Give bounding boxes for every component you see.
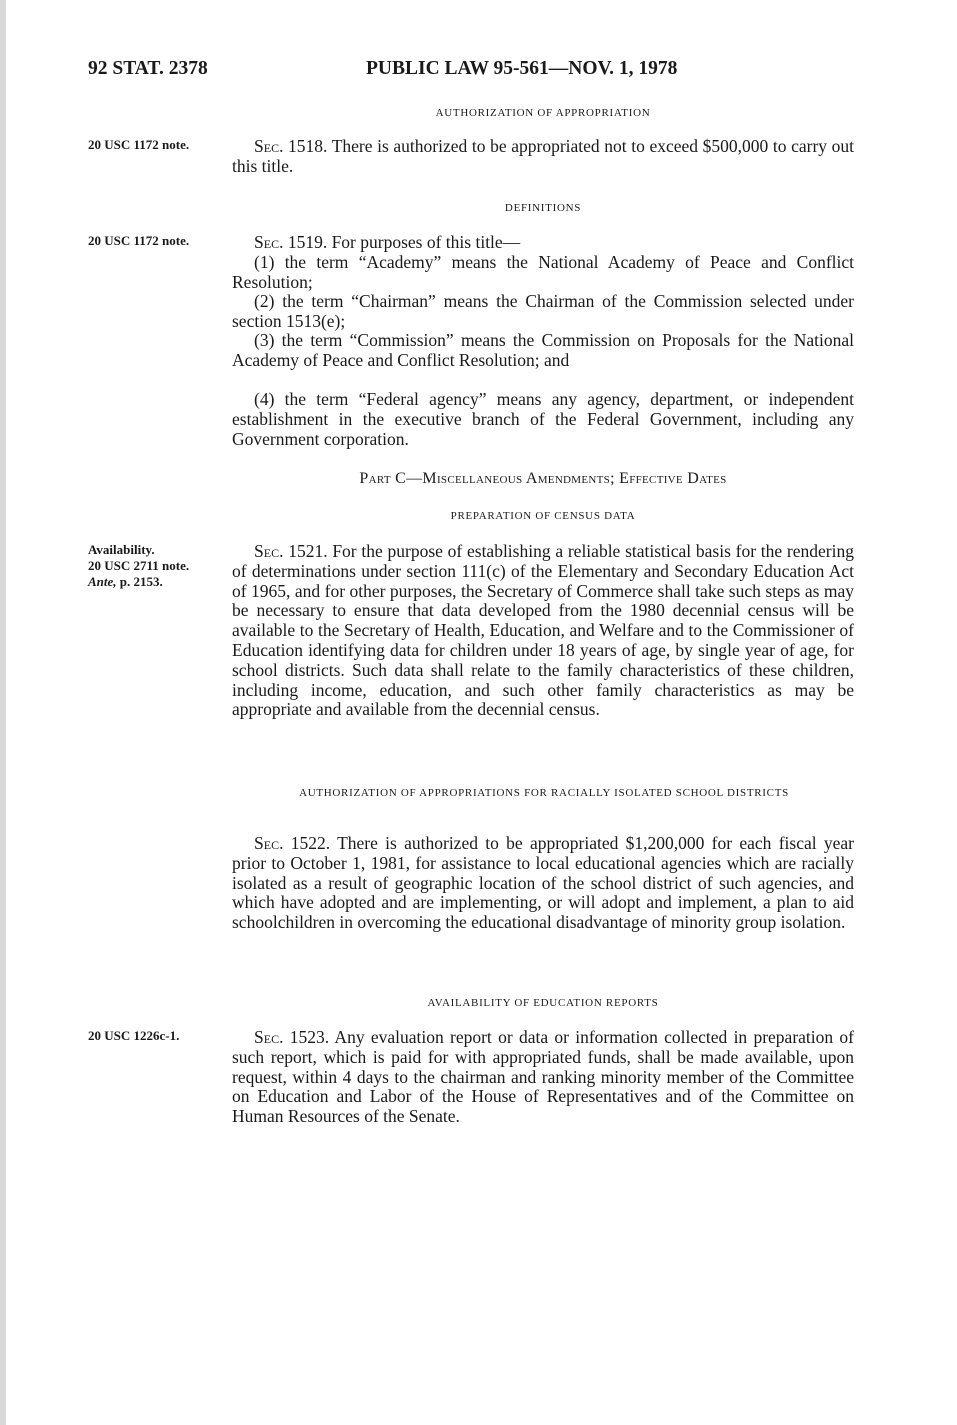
section-label: Sec. [254,136,284,156]
margin-note-line: 20 USC 2711 note. [88,558,190,573]
section-1519-text [232,233,854,253]
ante-reference: Ante, [88,574,117,589]
section-1519-heading: DEFINITIONS [504,202,582,214]
section-1518-margin-note: 20 USC 1172 note. [88,137,190,152]
section-label: Sec. [254,232,284,252]
section-1523-text [232,1028,854,1127]
running-head [88,58,868,84]
page-reference: p. 2153. [116,574,163,589]
definition-item: (1) the term “Academy” means the National Academy of Peace and Conflict Resolution; [232,252,854,292]
section-body: 1518. There is authorized to be appropriated not to exceed $500,000 to carry out this title. [232,136,854,176]
section-1523-heading: AVAILABILITY OF EDUCATION REPORTS [427,997,659,1009]
section-body: 1522. There is authorized to be appropriated $1,200,000 for each fiscal year prior to October 1, 1981, for assistance to local educational agencies which are racially isolated as a result of geographic location of the school district of such agencies, and which have adopted and are implementing, or will adopt and implement, a plan to aid schoolchildren in overcoming the educational disadvantage of minority group isolation. [232,833,854,933]
section-1519-margin-note: 20 USC 1172 note. [88,233,190,248]
section-1521-text [232,542,854,720]
section-1521-margin-note [88,542,223,590]
section-1521-heading: PREPARATION OF CENSUS DATA [450,510,636,522]
stat-reference: 92 STAT. 2378 [88,58,208,79]
part-c-heading: Part C—Miscellaneous Amendments; Effective Dates [359,470,727,487]
section-body: 1523. Any evaluation report or data or information collected in preparation of such report, which is paid for with appropriated funds, shall be made available, upon request, within 4 days to the chairman and ranking minority member of the Committee on Education and Labor of the House of Representatives and of the Committee on Human Resources of the Senate. [232,1027,854,1127]
section-1518-text [232,137,854,177]
section-label: Sec. [254,1027,284,1047]
section-label: Sec. [254,541,284,561]
section-body: 1521. For the purpose of establishing a reliable statistical basis for the rendering of determinations under section 111(c) of the Elementary and Secondary Education Act of 1965, and for other purposes, the Secretary of Commerce shall take such steps as may be necessary to ensure that data developed from the 1980 decennial census will be available to the Secretary of Health, Education, and Welfare and to the Commissioner of Education identifying data for children under 18 years of age, by single year of age, for school districts. Such data shall relate to the family characteristics of these children, including income, education, and such other family characteristics as may be appropriate and available from the decennial census. [232,541,854,720]
section-1518-heading: AUTHORIZATION OF APPROPRIATION [435,107,651,119]
page-edge [0,0,6,1425]
section-body: 1519. For purposes of this title— [283,232,521,252]
section-1523-margin-note: 20 USC 1226c-1. [88,1028,180,1043]
section-label: Sec. [254,833,284,853]
section-1522-text [232,834,854,933]
public-law-reference: PUBLIC LAW 95-561—NOV. 1, 1978 [366,58,678,79]
margin-note-line: Availability. [88,542,155,557]
section-1522-heading: AUTHORIZATION OF APPROPRIATIONS FOR RACIALLY ISOLATED SCHOOL DISTRICTS [299,787,789,799]
margin-note-line [88,574,223,590]
definition-item: (2) the term “Chairman” means the Chairman of the Commission selected under section 1513(e); [232,291,854,331]
definition-item: (4) the term “Federal agency” means any agency, department, or independent establishment in the executive branch of the Federal Government, including any Government corporation. [232,389,854,449]
definition-item: (3) the term “Commission” means the Commission on Proposals for the National Academy of Peace and Conflict Resolution; and [232,330,854,370]
